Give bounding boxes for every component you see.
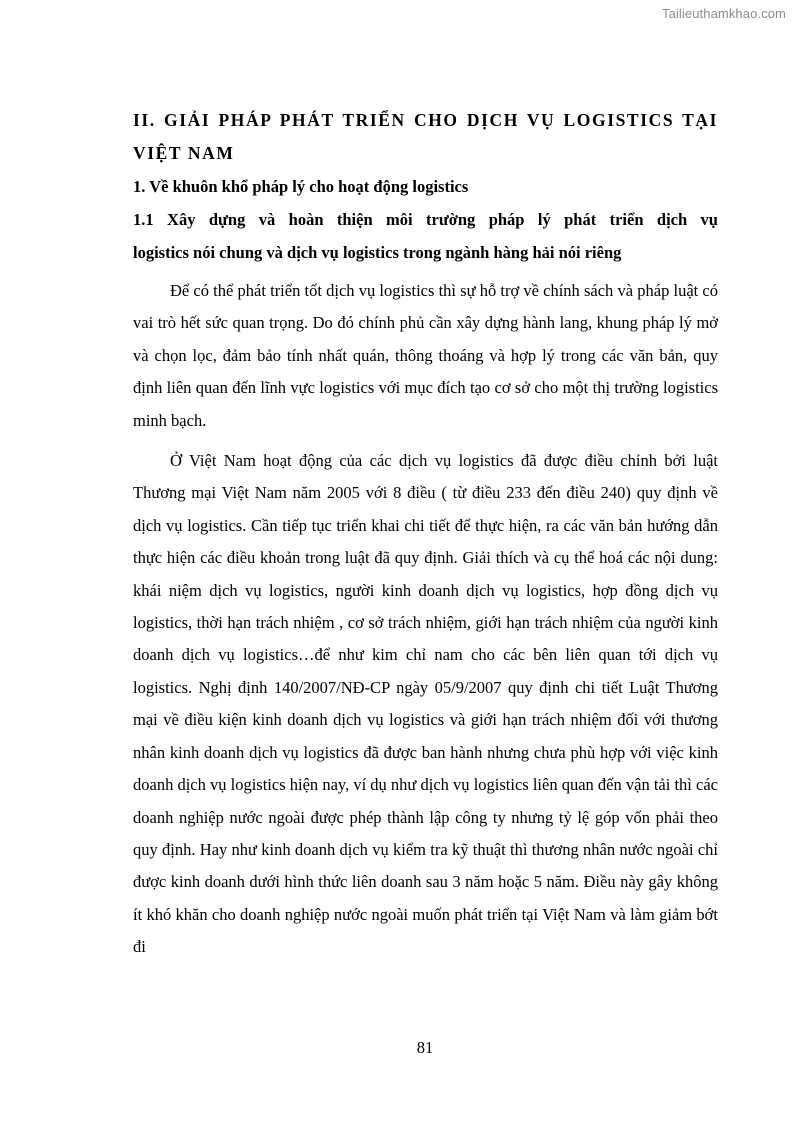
page-content bbox=[133, 104, 718, 964]
watermark: Tailieuthamkhao.com bbox=[661, 6, 786, 21]
subsection-heading-line-2: logistics nói chung và dịch vụ logistics trong ngành hàng hải nói riêng bbox=[133, 243, 622, 262]
paragraph-policy-support: Để có thể phát triển tốt dịch vụ logistics thì sự hỗ trợ về chính sách và pháp luật có vai trò hết sức quan trọng. Do đó chính phủ cần xây dựng hành lang, khung pháp lý mở và chọn lọc, đảm bảo tính nhất quán, thông thoáng và hợp lý trong các văn bản, quy định liên quan đến lĩnh vực logistics với mục đích tạo cơ sở cho một thị trường logistics minh bạch. bbox=[133, 281, 718, 430]
subsection-heading bbox=[133, 203, 718, 269]
page-number: 81 bbox=[416, 1038, 434, 1057]
subsection-heading-line-1: 1.1 Xây dựng và hoàn thiện môi trường pháp lý phát triển dịch vụ bbox=[133, 210, 718, 229]
paragraph-commercial-law: Ở Việt Nam hoạt động của các dịch vụ logistics đã được điều chỉnh bởi luật Thương mại Việt Nam năm 2005 với 8 điều ( từ điều 233 đến điều 240) quy định về dịch vụ logistics. Cần tiếp tục triển khai chi tiết để thực hiện, ra các văn bản hướng dẫn thực hiện các điều khoản trong luật đã quy định. Giải thích và cụ thể hoá các nội dung: khái niệm dịch vụ logistics, người kinh doanh dịch vụ logistics, hợp đồng dịch vụ logistics, thời hạn trách nhiệm , cơ sở trách nhiệm, giới hạn trách nhiệm của người kinh doanh dịch vụ logistics…để như kim chỉ nam cho các bên liên quan tới dịch vụ logistics. Nghị định 140/2007/NĐ-CP ngày 05/9/2007 quy định chi tiết Luật Thương mại về điều kiện kinh doanh dịch vụ logistics và giới hạn trách nhiệm đối với thương nhân kinh doanh dịch vụ logistics đã được ban hành nhưng chưa phù hợp với việc kinh doanh dịch vụ logistics hiện nay, ví dụ như dịch vụ logistics liên quan đến vận tải thì các doanh nghiệp nước ngoài được phép thành lập công ty nhưng tỷ lệ góp vốn phải theo quy định. Hay như kinh doanh dịch vụ kiểm tra kỹ thuật thì thương nhân nước ngoài chỉ được kinh doanh dưới hình thức liên doanh sau 3 năm hoặc 5 năm. Điều này gây không ít khó khăn cho doanh nghiệp nước ngoài muốn phát triển tại Việt Nam và làm giảm bớt đi bbox=[133, 451, 718, 957]
chapter-heading bbox=[133, 104, 718, 170]
section-heading: 1. Về khuôn khổ pháp lý cho hoạt động logistics bbox=[133, 177, 469, 196]
chapter-heading-line-2: VIỆT NAM bbox=[133, 143, 235, 163]
chapter-heading-line-1: II. GIẢI PHÁP PHÁT TRIỂN CHO DỊCH VỤ LOGISTICS TẠI bbox=[133, 110, 718, 130]
